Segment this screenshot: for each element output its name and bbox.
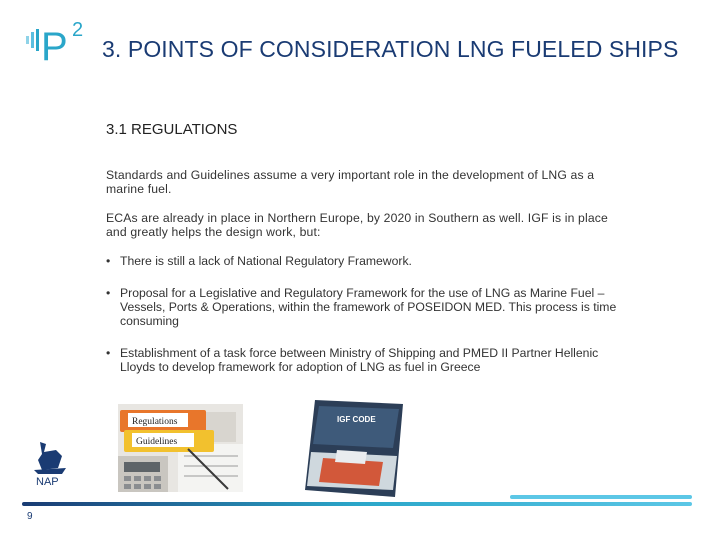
paragraph-standards: Standards and Guidelines assume a very important role in the development of LNG as a marine fuel.	[106, 168, 595, 196]
nap-logo	[32, 438, 72, 486]
bullet-dot: •	[106, 286, 111, 300]
logo-letter: P	[41, 25, 68, 64]
list-item	[106, 254, 626, 268]
nap-text: NAP	[36, 476, 59, 486]
page-title: 3. POINTS OF CONSIDERATION LNG FUELED SHIPS	[102, 36, 679, 62]
page-number: 9	[27, 511, 33, 522]
book-title: IGF CODE	[337, 415, 376, 424]
binder-label: Guidelines	[136, 437, 178, 447]
binders-image	[118, 404, 243, 492]
binder-label: Regulations	[132, 417, 178, 427]
list-item	[106, 346, 626, 374]
p2-logo	[26, 16, 106, 64]
bullet-dot: •	[106, 254, 111, 268]
footer-accent-lines	[22, 495, 692, 515]
list-item	[106, 286, 626, 328]
igf-code-book-image	[303, 400, 405, 497]
paragraph-ecas: ECAs are already in place in Northern Europe, by 2020 in Southern as well. IGF is in place and greatly helps the design work, but:	[106, 211, 608, 239]
bullet-dot: •	[106, 346, 111, 360]
section-subtitle: 3.1 REGULATIONS	[106, 121, 238, 138]
bullet-text: Establishment of a task force between Ministry of Shipping and PMED II Partner Hellenic Lloyds to develop framework for adoption of LNG as fuel in Greece	[120, 346, 599, 374]
logo-superscript: 2	[72, 19, 84, 41]
bullet-text: There is still a lack of National Regulatory Framework.	[120, 254, 412, 268]
bullet-list	[106, 254, 626, 392]
bullet-text: Proposal for a Legislative and Regulatory Framework for the use of LNG as Marine Fuel – Vessels, Ports & Operations, within the framework of POSEIDON MED. This process is time consuming	[120, 286, 617, 328]
